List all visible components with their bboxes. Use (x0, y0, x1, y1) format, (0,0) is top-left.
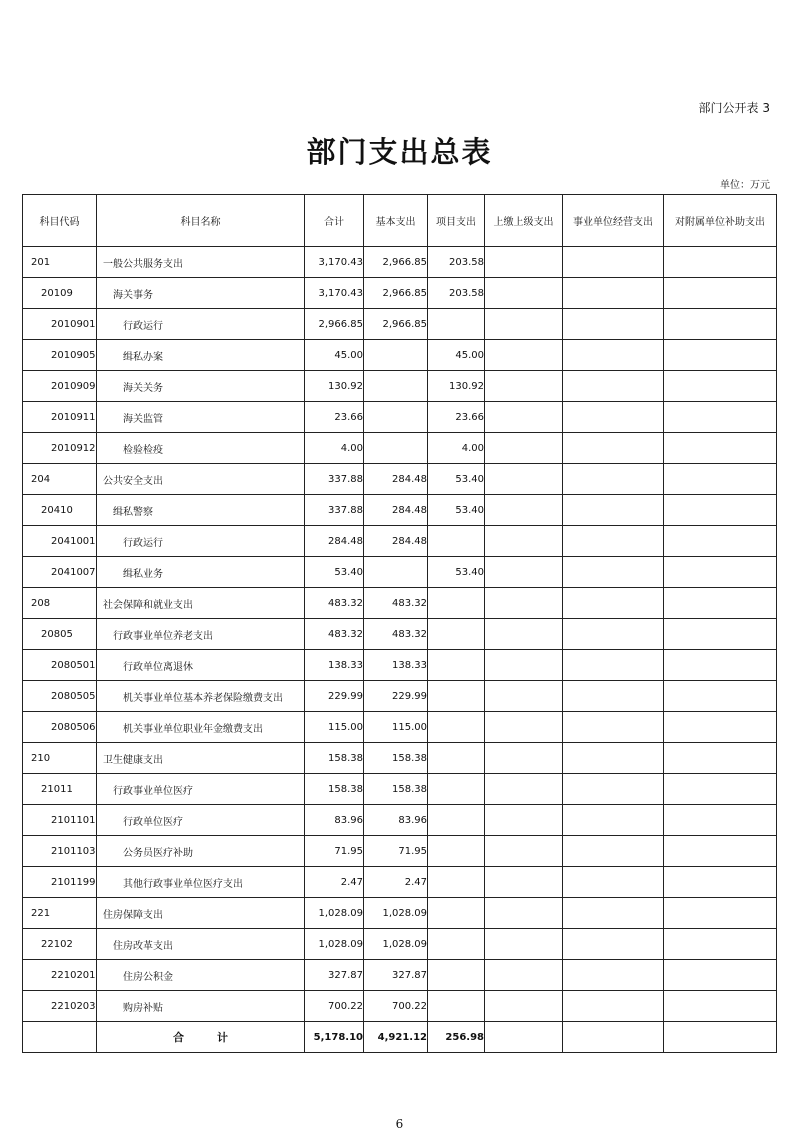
cell-basic: 71.95 (364, 836, 428, 867)
cell-subsidiary-subsidy (664, 247, 777, 278)
cell-upper-remit (485, 557, 563, 588)
cell-subsidiary-subsidy (664, 681, 777, 712)
table-row (23, 743, 777, 774)
cell-subsidiary-subsidy (664, 495, 777, 526)
cell-code: 2101101 (23, 805, 97, 836)
table-header-row (23, 195, 777, 247)
cell-subsidiary-subsidy (664, 867, 777, 898)
table-row (23, 681, 777, 712)
table-row (23, 929, 777, 960)
cell-basic: 83.96 (364, 805, 428, 836)
table-row (23, 805, 777, 836)
cell-name: 海关关务 (97, 371, 305, 402)
cell-basic: 2,966.85 (364, 247, 428, 278)
cell-upper-remit (485, 898, 563, 929)
cell-total: 23.66 (305, 402, 364, 433)
total-sum: 5,178.10 (305, 1022, 364, 1053)
cell-total: 229.99 (305, 681, 364, 712)
cell-basic: 327.87 (364, 960, 428, 991)
cell-project (428, 774, 485, 805)
cell-business-ops (563, 898, 664, 929)
cell-basic: 2,966.85 (364, 278, 428, 309)
cell-basic: 284.48 (364, 464, 428, 495)
table-row (23, 371, 777, 402)
cell-upper-remit (485, 495, 563, 526)
cell-code: 2101103 (23, 836, 97, 867)
cell-total: 115.00 (305, 712, 364, 743)
cell-upper-remit (485, 402, 563, 433)
cell-code: 21011 (23, 774, 97, 805)
cell-total: 337.88 (305, 464, 364, 495)
cell-upper-remit (485, 371, 563, 402)
table-row (23, 340, 777, 371)
total-project: 256.98 (428, 1022, 485, 1053)
cell-project (428, 805, 485, 836)
column-header-basic: 基本支出 (364, 195, 428, 247)
table-row (23, 588, 777, 619)
cell-subsidiary-subsidy (664, 898, 777, 929)
column-header-business-ops: 事业单位经营支出 (563, 195, 664, 247)
total-label: 合 计 (97, 1022, 305, 1053)
cell-total: 1,028.09 (305, 929, 364, 960)
cell-basic: 138.33 (364, 650, 428, 681)
cell-name: 海关监管 (97, 402, 305, 433)
cell-code: 20805 (23, 619, 97, 650)
cell-code: 22102 (23, 929, 97, 960)
cell-subsidiary-subsidy (664, 433, 777, 464)
cell-code: 2010909 (23, 371, 97, 402)
cell-name: 行政事业单位医疗 (97, 774, 305, 805)
cell-name: 机关事业单位基本养老保险缴费支出 (97, 681, 305, 712)
cell-project (428, 712, 485, 743)
cell-code: 201 (23, 247, 97, 278)
cell-name: 行政运行 (97, 309, 305, 340)
cell-upper-remit (485, 464, 563, 495)
cell-code: 2041007 (23, 557, 97, 588)
cell-project (428, 960, 485, 991)
cell-business-ops (563, 991, 664, 1022)
cell-name: 缉私办案 (97, 340, 305, 371)
cell-name: 卫生健康支出 (97, 743, 305, 774)
cell-upper-remit (485, 247, 563, 278)
cell-name: 缉私业务 (97, 557, 305, 588)
cell-name: 其他行政事业单位医疗支出 (97, 867, 305, 898)
cell-total: 483.32 (305, 619, 364, 650)
cell-project: 23.66 (428, 402, 485, 433)
table-row (23, 836, 777, 867)
cell-total: 700.22 (305, 991, 364, 1022)
cell-upper-remit (485, 712, 563, 743)
cell-upper-remit (485, 526, 563, 557)
cell-business-ops (563, 464, 664, 495)
cell-subsidiary-subsidy (664, 836, 777, 867)
cell-name: 住房保障支出 (97, 898, 305, 929)
cell-business-ops (563, 619, 664, 650)
table-row (23, 557, 777, 588)
cell-business-ops (563, 867, 664, 898)
cell-basic (364, 433, 428, 464)
cell-basic: 1,028.09 (364, 898, 428, 929)
expenditure-table (22, 194, 777, 1053)
cell-total: 53.40 (305, 557, 364, 588)
cell-code: 2010912 (23, 433, 97, 464)
table-row (23, 619, 777, 650)
cell-project (428, 898, 485, 929)
cell-business-ops (563, 371, 664, 402)
cell-upper-remit (485, 340, 563, 371)
document-label: 部门公开表 3 (698, 101, 770, 115)
table-row (23, 495, 777, 526)
cell-total: 4.00 (305, 433, 364, 464)
cell-name: 公务员医疗补助 (97, 836, 305, 867)
cell-business-ops (563, 340, 664, 371)
cell-project (428, 650, 485, 681)
cell-upper-remit (485, 867, 563, 898)
cell-business-ops (563, 1022, 664, 1053)
cell-name: 住房改革支出 (97, 929, 305, 960)
cell-project (428, 743, 485, 774)
cell-total: 158.38 (305, 774, 364, 805)
cell-name: 一般公共服务支出 (97, 247, 305, 278)
cell-name: 机关事业单位职业年金缴费支出 (97, 712, 305, 743)
cell-name: 行政事业单位养老支出 (97, 619, 305, 650)
cell-code: 2010905 (23, 340, 97, 371)
cell-total: 138.33 (305, 650, 364, 681)
cell-code: 2041001 (23, 526, 97, 557)
cell-code: 2080505 (23, 681, 97, 712)
cell-subsidiary-subsidy (664, 309, 777, 340)
table-row (23, 898, 777, 929)
cell-subsidiary-subsidy (664, 557, 777, 588)
cell-business-ops (563, 743, 664, 774)
cell-code: 204 (23, 464, 97, 495)
cell-basic: 483.32 (364, 588, 428, 619)
table-row (23, 712, 777, 743)
cell-total: 158.38 (305, 743, 364, 774)
cell-total: 83.96 (305, 805, 364, 836)
column-header-subsidiary-subsidy: 对附属单位补助支出 (664, 195, 777, 247)
cell-upper-remit (485, 309, 563, 340)
cell-project: 203.58 (428, 247, 485, 278)
cell-subsidiary-subsidy (664, 991, 777, 1022)
table-row (23, 650, 777, 681)
cell-basic: 229.99 (364, 681, 428, 712)
cell-total: 3,170.43 (305, 247, 364, 278)
cell-upper-remit (485, 681, 563, 712)
table-row (23, 278, 777, 309)
table-row (23, 526, 777, 557)
cell-business-ops (563, 588, 664, 619)
cell-name: 海关事务 (97, 278, 305, 309)
cell-project: 130.92 (428, 371, 485, 402)
cell-name: 行政运行 (97, 526, 305, 557)
cell-business-ops (563, 836, 664, 867)
cell-upper-remit (485, 588, 563, 619)
cell-subsidiary-subsidy (664, 743, 777, 774)
cell-code: 2080501 (23, 650, 97, 681)
cell-basic (364, 371, 428, 402)
cell-upper-remit (485, 929, 563, 960)
cell-project (428, 309, 485, 340)
cell-subsidiary-subsidy (664, 712, 777, 743)
cell-business-ops (563, 805, 664, 836)
table-row (23, 991, 777, 1022)
cell-business-ops (563, 712, 664, 743)
cell-code: 2210203 (23, 991, 97, 1022)
cell-subsidiary-subsidy (664, 805, 777, 836)
cell-business-ops (563, 650, 664, 681)
column-header-name: 科目名称 (97, 195, 305, 247)
table-row (23, 867, 777, 898)
cell-subsidiary-subsidy (664, 371, 777, 402)
cell-business-ops (563, 402, 664, 433)
cell-subsidiary-subsidy (664, 774, 777, 805)
cell-subsidiary-subsidy (664, 464, 777, 495)
cell-subsidiary-subsidy (664, 278, 777, 309)
cell-code: 20410 (23, 495, 97, 526)
cell-name: 住房公积金 (97, 960, 305, 991)
cell-total: 130.92 (305, 371, 364, 402)
column-header-project: 项目支出 (428, 195, 485, 247)
cell-code: 20109 (23, 278, 97, 309)
table-body (23, 247, 777, 1053)
cell-total: 327.87 (305, 960, 364, 991)
cell-code: 2080506 (23, 712, 97, 743)
cell-project: 53.40 (428, 495, 485, 526)
cell-business-ops (563, 929, 664, 960)
column-header-code: 科目代码 (23, 195, 97, 247)
cell-project (428, 619, 485, 650)
cell-project (428, 929, 485, 960)
total-basic: 4,921.12 (364, 1022, 428, 1053)
table-row (23, 433, 777, 464)
cell-business-ops (563, 309, 664, 340)
cell-total: 3,170.43 (305, 278, 364, 309)
unit-label: 单位：万元 (720, 180, 770, 191)
cell-basic: 2.47 (364, 867, 428, 898)
cell-basic (364, 402, 428, 433)
cell-business-ops (563, 526, 664, 557)
cell-project (428, 681, 485, 712)
cell-subsidiary-subsidy (664, 650, 777, 681)
cell-basic: 483.32 (364, 619, 428, 650)
cell-subsidiary-subsidy (664, 960, 777, 991)
cell-subsidiary-subsidy (664, 340, 777, 371)
cell-name: 公共安全支出 (97, 464, 305, 495)
cell-total: 483.32 (305, 588, 364, 619)
cell-subsidiary-subsidy (664, 402, 777, 433)
cell-subsidiary-subsidy (664, 526, 777, 557)
cell-name: 社会保障和就业支出 (97, 588, 305, 619)
cell-business-ops (563, 433, 664, 464)
cell-total: 337.88 (305, 495, 364, 526)
cell-code: 221 (23, 898, 97, 929)
cell-name: 购房补贴 (97, 991, 305, 1022)
cell-project (428, 526, 485, 557)
cell-business-ops (563, 557, 664, 588)
cell-total: 71.95 (305, 836, 364, 867)
cell-basic: 158.38 (364, 774, 428, 805)
cell-basic: 700.22 (364, 991, 428, 1022)
cell-basic: 284.48 (364, 526, 428, 557)
cell-subsidiary-subsidy (664, 588, 777, 619)
cell-project (428, 867, 485, 898)
cell-project: 45.00 (428, 340, 485, 371)
cell-subsidiary-subsidy (664, 1022, 777, 1053)
cell-total: 284.48 (305, 526, 364, 557)
cell-business-ops (563, 681, 664, 712)
cell-project (428, 836, 485, 867)
cell-upper-remit (485, 991, 563, 1022)
cell-code: 2210201 (23, 960, 97, 991)
cell-upper-remit (485, 650, 563, 681)
page-title: 部门支出总表 (306, 135, 493, 169)
cell-upper-remit (485, 278, 563, 309)
table-row (23, 247, 777, 278)
table-row (23, 464, 777, 495)
cell-name: 检验检疫 (97, 433, 305, 464)
cell-basic (364, 340, 428, 371)
cell-business-ops (563, 278, 664, 309)
cell-total: 45.00 (305, 340, 364, 371)
cell-upper-remit (485, 960, 563, 991)
cell-upper-remit (485, 619, 563, 650)
cell-code: 210 (23, 743, 97, 774)
cell-business-ops (563, 495, 664, 526)
cell-basic: 2,966.85 (364, 309, 428, 340)
cell-project: 203.58 (428, 278, 485, 309)
cell-project (428, 588, 485, 619)
cell-business-ops (563, 774, 664, 805)
cell-project: 53.40 (428, 464, 485, 495)
cell-subsidiary-subsidy (664, 929, 777, 960)
cell-code: 2101199 (23, 867, 97, 898)
cell-project (428, 991, 485, 1022)
cell-project: 53.40 (428, 557, 485, 588)
cell-name: 行政单位医疗 (97, 805, 305, 836)
cell-subsidiary-subsidy (664, 619, 777, 650)
cell-name: 缉私警察 (97, 495, 305, 526)
cell-upper-remit (485, 1022, 563, 1053)
cell-basic: 158.38 (364, 743, 428, 774)
page-number: 6 (395, 1117, 404, 1131)
cell-total: 1,028.09 (305, 898, 364, 929)
cell-name: 行政单位离退休 (97, 650, 305, 681)
cell-business-ops (563, 247, 664, 278)
table-row (23, 774, 777, 805)
cell-upper-remit (485, 743, 563, 774)
cell-code: 208 (23, 588, 97, 619)
cell-total: 2,966.85 (305, 309, 364, 340)
column-header-upper-remit: 上缴上级支出 (485, 195, 563, 247)
cell-basic: 284.48 (364, 495, 428, 526)
column-header-total: 合计 (305, 195, 364, 247)
cell-code: 2010901 (23, 309, 97, 340)
table-row (23, 309, 777, 340)
total-row (23, 1022, 777, 1053)
cell-project: 4.00 (428, 433, 485, 464)
cell-basic: 1,028.09 (364, 929, 428, 960)
table-row (23, 402, 777, 433)
cell-basic: 115.00 (364, 712, 428, 743)
cell-code: 2010911 (23, 402, 97, 433)
cell-basic (364, 557, 428, 588)
cell-business-ops (563, 960, 664, 991)
cell-upper-remit (485, 805, 563, 836)
cell-code (23, 1022, 97, 1053)
cell-upper-remit (485, 433, 563, 464)
cell-total: 2.47 (305, 867, 364, 898)
table-row (23, 960, 777, 991)
cell-upper-remit (485, 836, 563, 867)
cell-upper-remit (485, 774, 563, 805)
